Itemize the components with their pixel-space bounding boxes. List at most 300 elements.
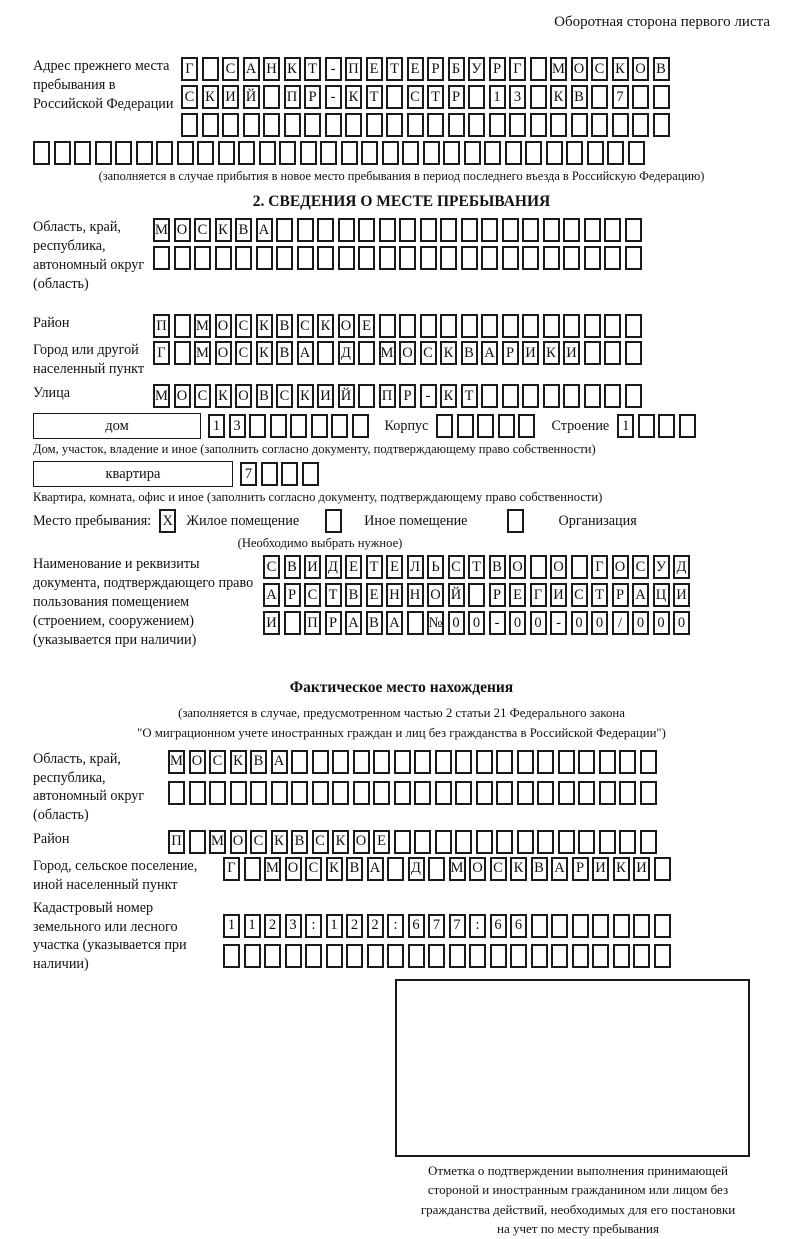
char-box: С (181, 85, 198, 109)
char-box: Г (153, 341, 170, 365)
char-box (489, 113, 506, 137)
fact-district-row (168, 830, 657, 854)
region-row-2 (153, 246, 642, 270)
char-box (311, 414, 328, 438)
char-box (654, 857, 671, 881)
char-box: 3 (285, 914, 302, 938)
char-box: И (592, 857, 609, 881)
char-box (461, 314, 478, 338)
char-box: 1 (244, 914, 261, 938)
char-box (654, 944, 671, 968)
char-box: С (490, 857, 507, 881)
char-box: - (550, 611, 567, 635)
char-box (591, 113, 608, 137)
street-label: Улица (33, 385, 71, 401)
char-box: / (612, 611, 629, 635)
char-box (222, 113, 239, 137)
fact-region-field (33, 750, 770, 830)
char-box: Б (448, 57, 465, 81)
char-box (654, 914, 671, 938)
char-box: 7 (449, 914, 466, 938)
house-cells (208, 414, 369, 438)
char-box: 0 (673, 611, 690, 635)
char-box (572, 914, 589, 938)
char-box (558, 750, 575, 774)
char-box (604, 246, 621, 270)
char-box: С (305, 857, 322, 881)
char-box (189, 830, 206, 854)
char-box (174, 246, 191, 270)
char-box (517, 750, 534, 774)
char-box (317, 341, 334, 365)
char-box (285, 944, 302, 968)
char-box (440, 246, 457, 270)
char-box: : (469, 914, 486, 938)
char-box (464, 141, 481, 165)
char-box (428, 857, 445, 881)
street-field (33, 384, 770, 408)
char-box: К (345, 85, 362, 109)
char-box (468, 583, 485, 607)
char-box (613, 944, 630, 968)
char-box: И (550, 583, 567, 607)
char-box: О (353, 830, 370, 854)
char-box (461, 246, 478, 270)
char-box (423, 141, 440, 165)
char-box: Й (448, 583, 465, 607)
char-box: Р (448, 85, 465, 109)
char-box: О (174, 218, 191, 242)
char-box (399, 246, 416, 270)
cadastral-field (33, 899, 770, 977)
char-box: О (285, 857, 302, 881)
char-box (607, 141, 624, 165)
char-box: К (332, 830, 349, 854)
char-box (346, 944, 363, 968)
char-box (168, 781, 185, 805)
char-box: К (256, 314, 273, 338)
char-box (373, 750, 390, 774)
char-box (477, 414, 494, 438)
char-box: Г (591, 555, 608, 579)
char-box (599, 830, 616, 854)
char-box (496, 830, 513, 854)
char-box (558, 830, 575, 854)
char-box (358, 384, 375, 408)
char-box (558, 781, 575, 805)
stay-type-checkbox-residential: X (159, 509, 176, 533)
char-box (394, 781, 411, 805)
char-box (522, 314, 539, 338)
char-box (531, 914, 548, 938)
char-box (625, 341, 642, 365)
char-box (382, 141, 399, 165)
char-box (502, 218, 519, 242)
char-box (625, 218, 642, 242)
char-box (332, 750, 349, 774)
char-box: Е (509, 583, 526, 607)
char-box: Р (572, 857, 589, 881)
char-box (387, 857, 404, 881)
char-box (653, 113, 670, 137)
char-box: Д (673, 555, 690, 579)
char-box: М (264, 857, 281, 881)
char-box: О (399, 341, 416, 365)
char-box: Н (407, 583, 424, 607)
char-box: В (256, 384, 273, 408)
char-box: П (379, 384, 396, 408)
char-box: Т (461, 384, 478, 408)
char-box: И (563, 341, 580, 365)
char-box: 6 (510, 914, 527, 938)
char-box: Н (263, 57, 280, 81)
char-box (584, 246, 601, 270)
char-box (531, 944, 548, 968)
char-box: О (571, 57, 588, 81)
char-box (578, 830, 595, 854)
char-box (551, 944, 568, 968)
char-box (551, 914, 568, 938)
char-box: 6 (490, 914, 507, 938)
char-box: А (551, 857, 568, 881)
char-box: 2 (346, 914, 363, 938)
char-box (338, 218, 355, 242)
char-box (612, 113, 629, 137)
char-box: О (632, 57, 649, 81)
char-box (399, 218, 416, 242)
apartment-field (33, 461, 770, 487)
char-box (305, 944, 322, 968)
char-box: Й (338, 384, 355, 408)
char-box: Т (591, 583, 608, 607)
char-box (572, 944, 589, 968)
char-box: В (284, 555, 301, 579)
char-box (518, 414, 535, 438)
char-box: 1 (223, 914, 240, 938)
char-box: С (194, 218, 211, 242)
char-box: Д (408, 857, 425, 881)
stamp-caption-line4: на учет по месту пребывания (497, 1221, 659, 1237)
char-box (366, 113, 383, 137)
char-box (304, 113, 321, 137)
char-box: И (222, 85, 239, 109)
char-box: А (367, 857, 384, 881)
char-box: К (202, 85, 219, 109)
apartment-box-label: квартира (33, 461, 233, 487)
char-box (628, 141, 645, 165)
char-box: И (673, 583, 690, 607)
char-box (510, 944, 527, 968)
char-box: В (235, 218, 252, 242)
char-box (177, 141, 194, 165)
char-box: В (366, 611, 383, 635)
char-box: П (153, 314, 170, 338)
stamp-caption-line2: стороной и иностранным гражданином или лицом без (427, 1182, 729, 1198)
char-box (537, 830, 554, 854)
char-box (420, 314, 437, 338)
char-box (571, 555, 588, 579)
char-box (197, 141, 214, 165)
char-box (341, 141, 358, 165)
city-row (153, 341, 642, 365)
char-box: В (531, 857, 548, 881)
char-box (312, 781, 329, 805)
char-box (95, 141, 112, 165)
char-box (449, 944, 466, 968)
char-box (530, 113, 547, 137)
stroenie-label: Строение (551, 417, 610, 434)
char-box: 7 (428, 914, 445, 938)
district-row (153, 314, 642, 338)
char-box (592, 944, 609, 968)
char-box: - (489, 611, 506, 635)
char-box: К (317, 314, 334, 338)
char-box (194, 246, 211, 270)
char-box (331, 414, 348, 438)
actual-location-caption-line2: "О миграционном учете иностранных граждан и лиц без гражданства в Российской Федерации") (137, 725, 666, 740)
cadastral-row-2 (223, 944, 671, 968)
char-box: А (271, 750, 288, 774)
char-box (263, 113, 280, 137)
char-box (320, 141, 337, 165)
region-row-1 (153, 218, 642, 242)
char-box (420, 246, 437, 270)
char-box (414, 750, 431, 774)
char-box (530, 57, 547, 81)
char-box: Т (304, 57, 321, 81)
char-box (249, 414, 266, 438)
char-box (256, 246, 273, 270)
char-box (352, 414, 369, 438)
char-box: К (215, 218, 232, 242)
stroenie-cells (617, 414, 696, 438)
apartment-caption: Квартира, комната, офис и иное (заполнить согласно документу, подтверждающему право собственности) (33, 490, 603, 504)
char-box: Л (407, 555, 424, 579)
char-box (230, 781, 247, 805)
char-box (394, 830, 411, 854)
prev-address-row-4 (33, 141, 770, 165)
registration-stamp-box (395, 979, 750, 1157)
char-box (625, 384, 642, 408)
char-box (244, 857, 261, 881)
char-box: Е (358, 314, 375, 338)
fact-region-row-2 (168, 781, 657, 805)
char-box: С (250, 830, 267, 854)
char-box: Р (502, 341, 519, 365)
char-box (379, 314, 396, 338)
char-box: 1 (208, 414, 225, 438)
char-box: К (326, 857, 343, 881)
fact-city-field (33, 857, 770, 899)
stamp-caption (363, 1161, 793, 1239)
char-box (457, 414, 474, 438)
char-box (481, 246, 498, 270)
char-box (502, 246, 519, 270)
char-box: М (153, 218, 170, 242)
char-box: Е (373, 830, 390, 854)
char-box: С (304, 583, 321, 607)
char-box (440, 314, 457, 338)
char-box (394, 750, 411, 774)
char-box: 0 (509, 611, 526, 635)
char-box (625, 246, 642, 270)
char-box: Е (366, 57, 383, 81)
char-box (189, 781, 206, 805)
char-box (604, 218, 621, 242)
char-box (435, 781, 452, 805)
fact-district-label: Район (33, 830, 70, 847)
char-box (546, 141, 563, 165)
char-box: К (612, 57, 629, 81)
korpus-cells (436, 414, 535, 438)
char-box (543, 384, 560, 408)
char-box: О (235, 384, 252, 408)
char-box (279, 141, 296, 165)
char-box: С (312, 830, 329, 854)
char-box (599, 750, 616, 774)
char-box: С (194, 384, 211, 408)
char-box (604, 341, 621, 365)
char-box: Г (509, 57, 526, 81)
char-box: С (235, 341, 252, 365)
char-box (468, 113, 485, 137)
char-box (498, 414, 515, 438)
char-box: А (243, 57, 260, 81)
fact-region-row-1 (168, 750, 657, 774)
prev-address-row-2 (181, 85, 670, 109)
char-box (571, 113, 588, 137)
stay-type-label: Место пребывания: (33, 512, 152, 529)
char-box (469, 944, 486, 968)
char-box (599, 781, 616, 805)
char-box (543, 218, 560, 242)
char-box: П (168, 830, 185, 854)
char-box (353, 750, 370, 774)
char-box (563, 384, 580, 408)
char-box (261, 462, 278, 486)
stay-type-note: (Необходимо выбрать нужное) (237, 536, 403, 550)
char-box (563, 246, 580, 270)
char-box (312, 750, 329, 774)
char-box: 1 (326, 914, 343, 938)
char-box: И (317, 384, 334, 408)
char-box (387, 944, 404, 968)
char-box (379, 246, 396, 270)
char-box (481, 218, 498, 242)
char-box: И (522, 341, 539, 365)
district-label: Район (33, 315, 70, 331)
char-box: М (194, 341, 211, 365)
char-box (202, 113, 219, 137)
char-box: М (153, 384, 170, 408)
char-box: С (222, 57, 239, 81)
char-box (550, 113, 567, 137)
char-box (537, 781, 554, 805)
char-box (156, 141, 173, 165)
char-box: С (420, 341, 437, 365)
char-box (435, 830, 452, 854)
char-box (604, 384, 621, 408)
char-box: - (325, 85, 342, 109)
char-box (505, 141, 522, 165)
char-box (302, 462, 319, 486)
char-box: И (633, 857, 650, 881)
char-box: А (386, 611, 403, 635)
char-box (153, 246, 170, 270)
char-box (517, 830, 534, 854)
char-box (584, 314, 601, 338)
char-box: М (209, 830, 226, 854)
char-box (530, 85, 547, 109)
char-box: М (168, 750, 185, 774)
char-box (563, 314, 580, 338)
char-box (578, 750, 595, 774)
char-box (502, 384, 519, 408)
char-box (264, 944, 281, 968)
char-box: М (449, 857, 466, 881)
document-row-2 (263, 583, 690, 607)
char-box (345, 113, 362, 137)
char-box: Р (399, 384, 416, 408)
char-box: Д (338, 341, 355, 365)
char-box: Г (223, 857, 240, 881)
char-box (281, 462, 298, 486)
char-box: П (345, 57, 362, 81)
stay-type-option-other: Иное помещение (364, 512, 468, 529)
char-box (300, 141, 317, 165)
page-side-note: Оборотная сторона первого листа (554, 14, 770, 30)
char-box (632, 113, 649, 137)
char-box (332, 781, 349, 805)
char-box: В (291, 830, 308, 854)
char-box (407, 611, 424, 635)
char-box: Т (386, 57, 403, 81)
char-box (291, 750, 308, 774)
char-box: Т (366, 85, 383, 109)
char-box: 0 (530, 611, 547, 635)
char-box (619, 781, 636, 805)
char-box: Г (530, 583, 547, 607)
stay-type-checkbox-organization (507, 509, 524, 533)
char-box: Е (345, 555, 362, 579)
char-box (522, 384, 539, 408)
char-box (625, 314, 642, 338)
city-field (33, 341, 770, 381)
char-box: Е (407, 57, 424, 81)
char-box: А (345, 611, 362, 635)
char-box (484, 141, 501, 165)
char-box: В (571, 85, 588, 109)
char-box (496, 781, 513, 805)
char-box (367, 944, 384, 968)
char-box (353, 781, 370, 805)
char-box (632, 85, 649, 109)
char-box (54, 141, 71, 165)
char-box: 7 (612, 85, 629, 109)
char-box: В (346, 857, 363, 881)
char-box (386, 85, 403, 109)
actual-location-title: Фактическое место нахождения (289, 679, 514, 696)
char-box: К (440, 341, 457, 365)
fact-city-row (223, 857, 671, 881)
char-box: С (235, 314, 252, 338)
char-box: Р (612, 583, 629, 607)
char-box: Ь (427, 555, 444, 579)
char-box (361, 141, 378, 165)
fact-city-label: Город, сельское поселение, иной населенный пункт (33, 857, 198, 893)
char-box: С (632, 555, 649, 579)
char-box (358, 218, 375, 242)
